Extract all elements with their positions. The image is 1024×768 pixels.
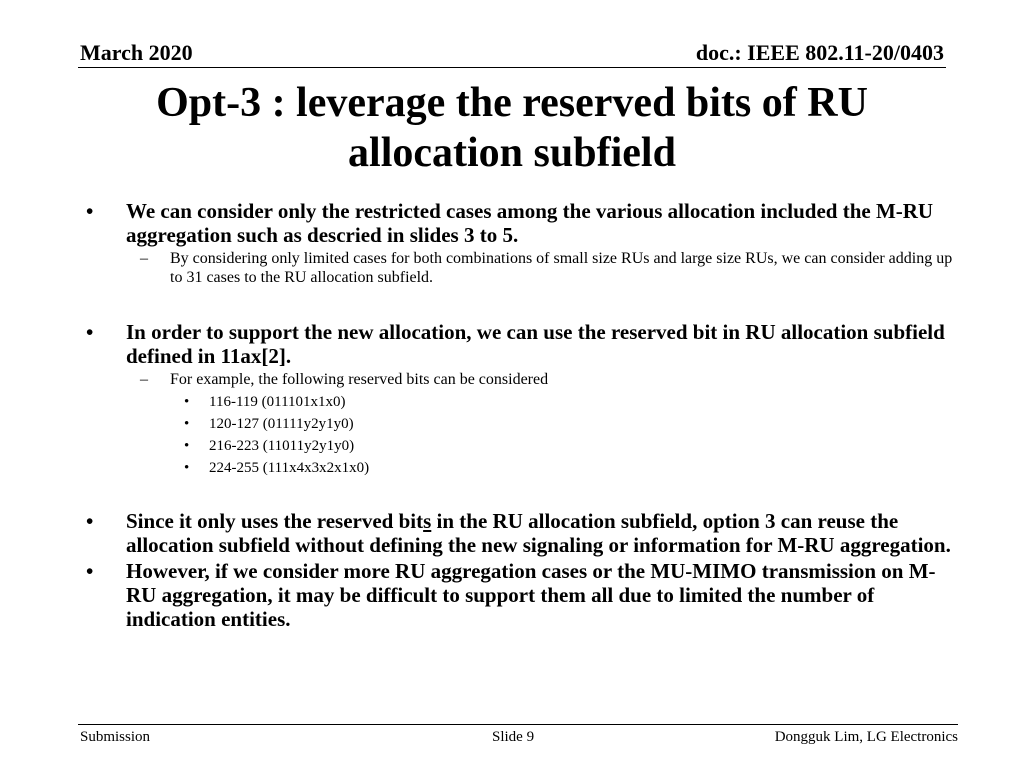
bullet-1 bbox=[76, 199, 956, 247]
reserved-bits-item-2-text: 120-127 (01111y2y1y0) bbox=[209, 416, 354, 432]
header-date: March 2020 bbox=[80, 40, 193, 65]
slide-title bbox=[78, 78, 946, 178]
bullet-2 bbox=[76, 320, 956, 368]
header-divider bbox=[78, 67, 946, 68]
slide-title-line-2: allocation subfield bbox=[348, 130, 676, 176]
bullet-marker: • bbox=[184, 416, 190, 432]
bullet-3-text-start: Since it only uses the reserved bit bbox=[126, 509, 424, 533]
reserved-bits-item-3-text: 216-223 (11011y2y1y0) bbox=[209, 438, 355, 454]
bullet-4 bbox=[76, 559, 956, 631]
bullet-marker: • bbox=[86, 559, 94, 583]
bullet-marker: • bbox=[184, 394, 190, 410]
dash-marker: – bbox=[140, 371, 148, 388]
bullet-2-sub-1-text: For example, the following reserved bits can be considered bbox=[170, 371, 549, 388]
bullet-3-text-underlined: s bbox=[423, 509, 432, 533]
reserved-bits-item-3 bbox=[76, 435, 956, 457]
reserved-bits-item-2 bbox=[76, 413, 956, 435]
reserved-bits-item-4-text: 224-255 (111x4x3x2x1x0) bbox=[209, 460, 370, 476]
reserved-bits-item-1-text: 116-119 (011101x1x0) bbox=[209, 394, 346, 410]
bullet-marker: • bbox=[86, 509, 94, 533]
footer-author: Dongguk Lim, LG Electronics bbox=[774, 729, 958, 745]
bullet-1-text: We can consider only the restricted cases among the various allocation included the M-RU aggregation such as descried in slides 3 to 5. bbox=[126, 199, 934, 247]
slide-body bbox=[76, 199, 956, 631]
bullet-2-sub-1 bbox=[76, 370, 956, 389]
footer-slide-number: Slide 9 bbox=[492, 729, 535, 745]
footer-submission: Submission bbox=[80, 729, 151, 745]
bullet-marker: • bbox=[184, 460, 190, 476]
slide-title-line-1: Opt-3 : leverage the reserved bits of RU bbox=[156, 80, 868, 126]
bullet-4-text: However, if we consider more RU aggregation cases or the MU-MIMO transmission on M-RU aggregation, it may be difficult to support them all due to limited the number of indication entities. bbox=[126, 559, 936, 631]
bullet-marker: • bbox=[86, 320, 94, 344]
footer-divider bbox=[78, 724, 958, 725]
bullet-3-text-end: in the RU allocation subfield, option 3 can reuse the allocation subfield without defining the new signaling or information for M-RU aggregation. bbox=[126, 509, 951, 557]
bullet-1-sub-1 bbox=[76, 249, 956, 287]
reserved-bits-item-1 bbox=[76, 391, 956, 413]
bullet-marker: • bbox=[86, 199, 94, 223]
bullet-1-sub-1-text: By considering only limited cases for both combinations of small size RUs and large size RUs, we can consider adding up to 31 cases to the RU allocation subfield. bbox=[170, 250, 953, 286]
bullet-3-text bbox=[126, 509, 951, 557]
bullet-3 bbox=[76, 509, 956, 557]
reserved-bits-item-4 bbox=[76, 457, 956, 479]
bullet-marker: • bbox=[184, 438, 190, 454]
dash-marker: – bbox=[140, 250, 148, 267]
header-doc-id: doc.: IEEE 802.11-20/0403 bbox=[695, 40, 944, 65]
bullet-2-text: In order to support the new allocation, we can use the reserved bit in RU allocation subfield defined in 11ax[2]. bbox=[126, 320, 945, 368]
